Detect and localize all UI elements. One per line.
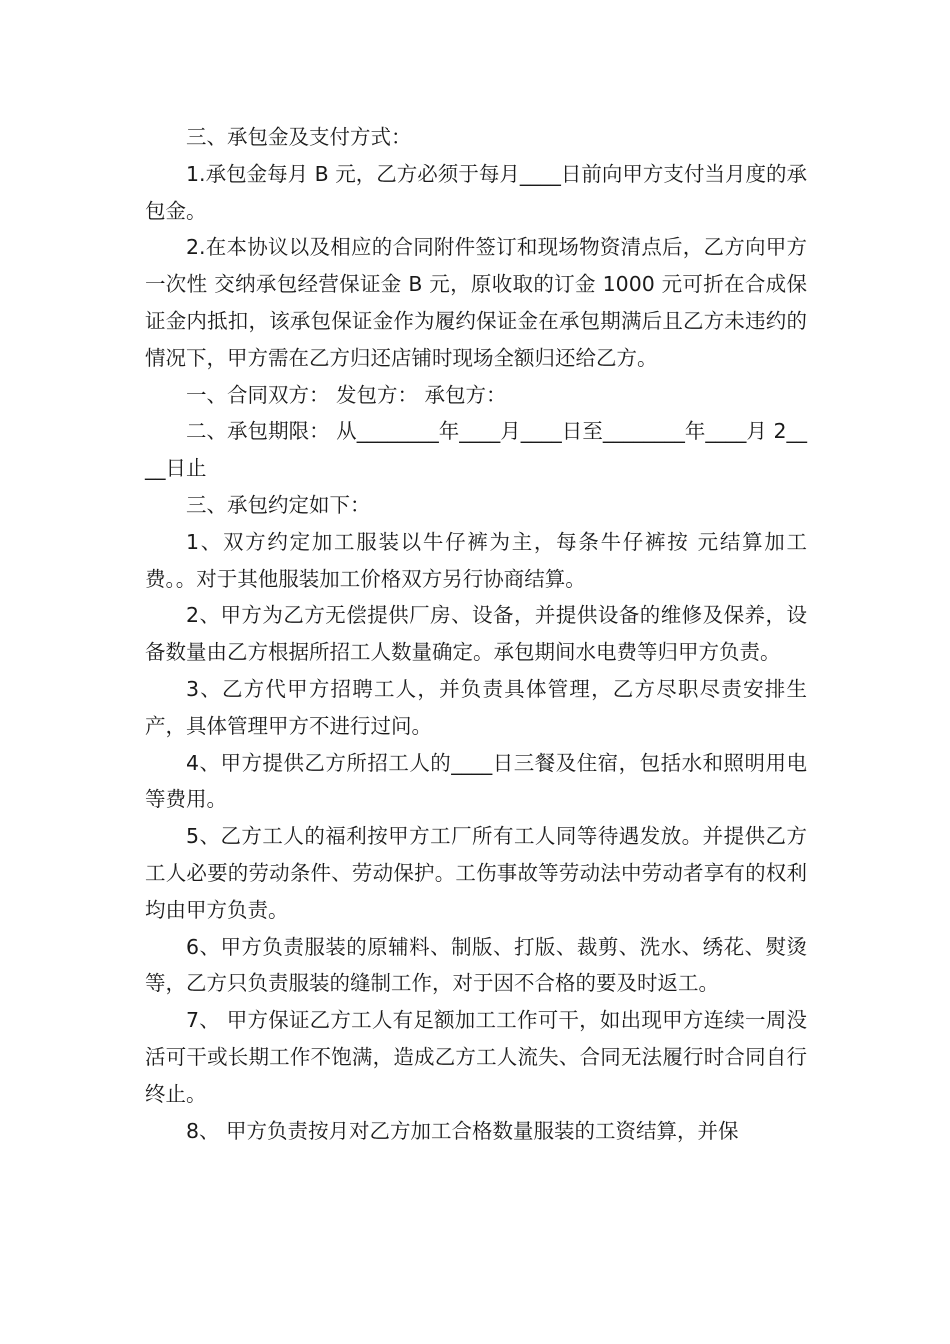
agreement-item-4: 4、甲方提供乙方所招工人的____日三餐及住宿，包括水和照明用电等费用。	[145, 750, 807, 812]
agreement-item-5: 5、乙方工人的福利按甲方工厂所有工人同等待遇发放。并提供乙方工人必要的劳动条件、劳动保护。工伤事故等劳动法中劳动者享有的权利均由甲方负责。	[145, 824, 807, 922]
agreement-item-8: 8、 甲方负责按月对乙方加工合格数量服装的工资结算，并保	[186, 1118, 739, 1143]
clause-deposit: 2.在本协议以及相应的合同附件签订和现场物资清点后，乙方向甲方一次性 交纳承包经营保证金 B 元，原收取的订金 1000 元可折在合成保证金内抵扣，该承包保证金作为履约保证金在承包期满后且乙方未违约的情况下，甲方需在乙方归还店铺时现场全额归还给乙方。	[145, 235, 807, 370]
section-heading-payment: 三、承包金及支付方式：	[186, 125, 412, 149]
contract-parties: 一、合同双方： 发包方： 承包方：	[186, 382, 507, 407]
agreement-item-7: 7、 甲方保证乙方工人有足额加工工作可干，如出现甲方连续一周没活可干或长期工作不饱满，造成乙方工人流失、合同无法履行时合同自行终止。	[145, 1008, 807, 1106]
section-heading-agreement: 三、承包约定如下：	[186, 492, 371, 517]
clause-monthly-fee: 1.承包金每月 B 元，乙方必须于每月____日前向甲方支付当月度的承包金。	[145, 161, 807, 223]
agreement-item-2: 2、甲方为乙方无偿提供厂房、设备，并提供设备的维修及保养，设备数量由乙方根据所招工人数量确定。承包期间水电费等归甲方负责。	[145, 603, 807, 665]
agreement-item-3: 3、乙方代甲方招聘工人，并负责具体管理，乙方尽职尽责安排生产，具体管理甲方不进行过问。	[145, 676, 807, 738]
agreement-item-6: 6、甲方负责服装的原辅料、制版、打版、裁剪、洗水、绣花、熨烫等，乙方只负责服装的缝制工作，对于因不合格的要及时返工。	[145, 934, 807, 996]
agreement-item-1: 1、双方约定加工服装以牛仔裤为主，每条牛仔裤按 元结算加工费。。对于其他服装加工价格双方另行协商结算。	[145, 529, 807, 591]
document-page	[145, 119, 807, 1149]
contract-term: 二、承包期限： 从________年____月____日至________年____月 2____日止	[145, 419, 807, 481]
